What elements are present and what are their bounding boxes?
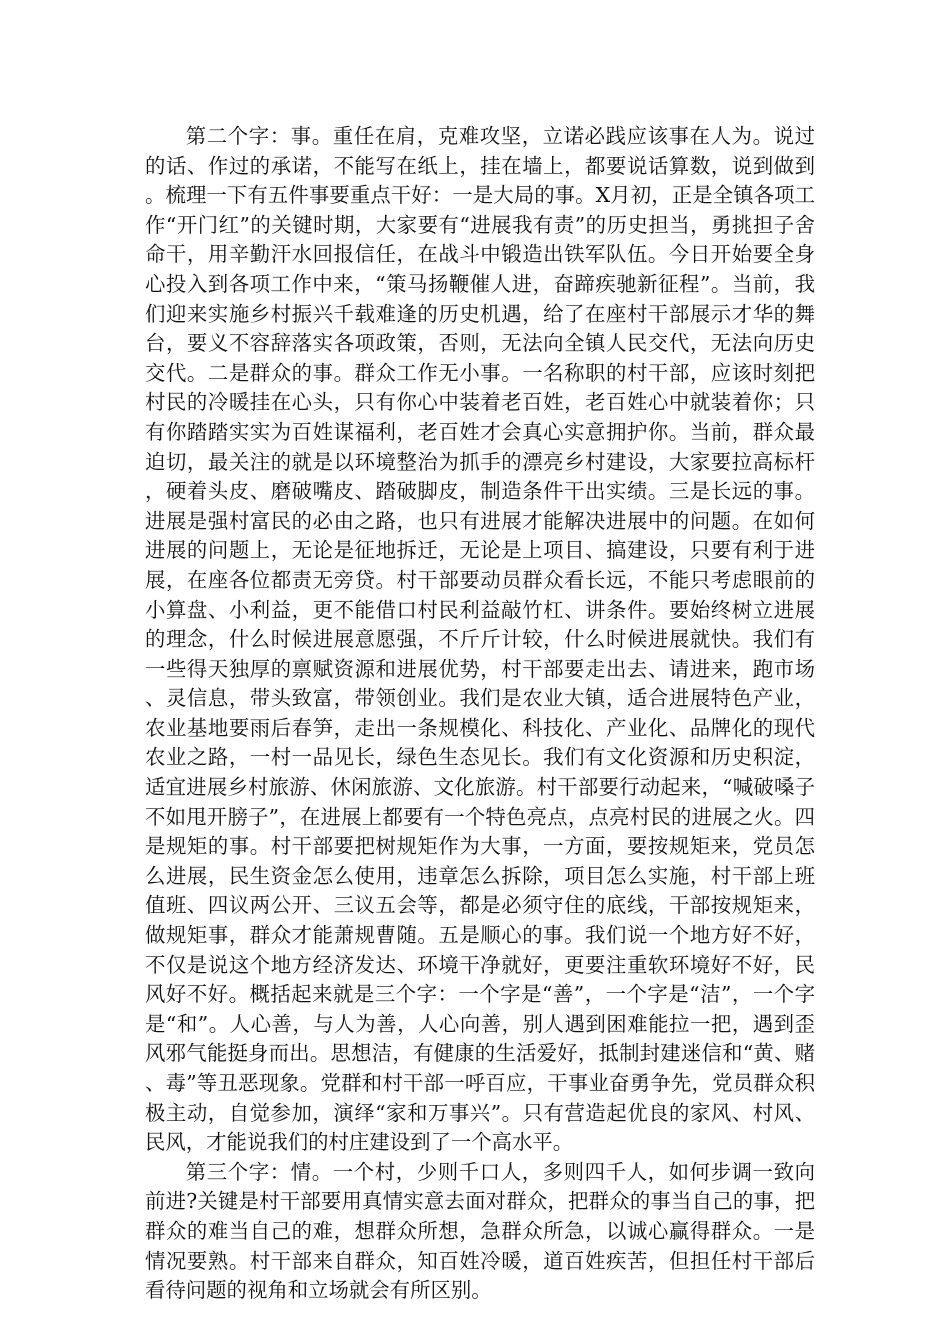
paragraph-shi: 第二个字：事。重任在肩，克难攻坚，立诺必践应该事在人为。说过的话、作过的承诺，不能写在纸上，挂在墙上，都要说话算数，说到做到。梳理一下有五件事要重点干好：一是大局的事。X月初，正是全镇各项工作“开门红”的关键时期，大家要有“进展我有责”的历史担当，勇挑担子舍命干，用辛勤汗水回报信任，在战斗中锻造出铁军队伍。今日开始要全身心投入到各项工作中来，“策马扬鞭催人进，奋蹄疾驰新征程”。当前，我们迎来实施乡村振兴千载难逢的历史机遇，给了在座村干部展示才华的舞台，要义不容辞落实各项政策，否则，无法向全镇人民交代，无法向历史交代。二是群众的事。群众工作无小事。一名称职的村干部，应该时刻把村民的冷暖挂在心头，只有你心中装着老百姓，老百姓心中就装着你；只有你踏踏实实为百姓谋福利，老百姓才会真心实意拥护你。当前，群众最迫切，最关注的就是以环境整治为抓手的漂亮乡村建设，大家要拉高标杆，硬着头皮、磨破嘴皮、踏破脚皮，制造条件干出实绩。三是长远的事。进展是强村富民的必由之路，也只有进展才能解决进展中的问题。在如何进展的问题上，无论是征地拆迁，无论是上项目、搞建设，只要有利于进展，在座各位都责无旁贷。村干部要动员群众看长远，不能只考虑眼前的小算盘、小利益，更不能借口村民利益敲竹杠、讲条件。要始终树立进展的理念，什么时候进展意愿强，不斤斤计较，什么时候进展就快。我们有一些得天独厚的禀赋资源和进展优势，村干部要走出去、请进来，跑市场、灵信息，带头致富，带领创业。我们是农业大镇，适合进展特色产业，农业基地要雨后春笋，走出一条规模化、科技化、产业化、品牌化的现代农业之路，一村一品见长，绿色生态见长。我们有文化资源和历史积淀，适宜进展乡村旅游、休闲旅游、文化旅游。村干部要行动起来，“喊破嗓子不如甩开膀子”，在进展上都要有一个特色亮点，点亮村民的进展之火。四是规矩的事。村干部要把树规矩作为大事，一方面，要按规矩来，党员怎么进展，民生资金怎么使用，违章怎么拆除，项目怎么实施，村干部上班值班、四议两公开、三议五会等，都是必须守住的底线，干部按规矩来，做规矩事，群众才能萧规曹随。五是顺心的事。我们说一个地方好不好，不仅是说这个地方经济发达、环境干净就好，更要注重软环境好不好，民风好不好。概括起来就是三个字：一个字是“善”，一个字是“洁”，一个字是“和”。人心善，与人为善，人心向善，别人遇到困难能拉一把，遇到歪风邪气能挺身而出。思想洁，有健康的生活爱好，抵制封建迷信和“黄、赌、毒”等丑恶现象。党群和村干部一呼百应，干事业奋勇争先，党员群众积极主动，自觉参加，演绎“家和万事兴”。只有营造起优良的家风、村风、民风，才能说我们的村庄建设到了一个高水平。: [145, 124, 815, 1155]
document-page: [145, 122, 815, 1306]
paragraph-qing: 第三个字：情。一个村，少则千口人，多则四千人，如何步调一致向前进?关键是村干部要用真情实意去面对群众，把群众的事当自己的事，把群众的难当自己的难，想群众所想，急群众所急，以诚心赢得群众。一是情况要熟。村干部来自群众，知百姓冷暖，道百姓疾苦，但担任村干部后看待问题的视角和立场就会有所区别。: [145, 1159, 815, 1303]
